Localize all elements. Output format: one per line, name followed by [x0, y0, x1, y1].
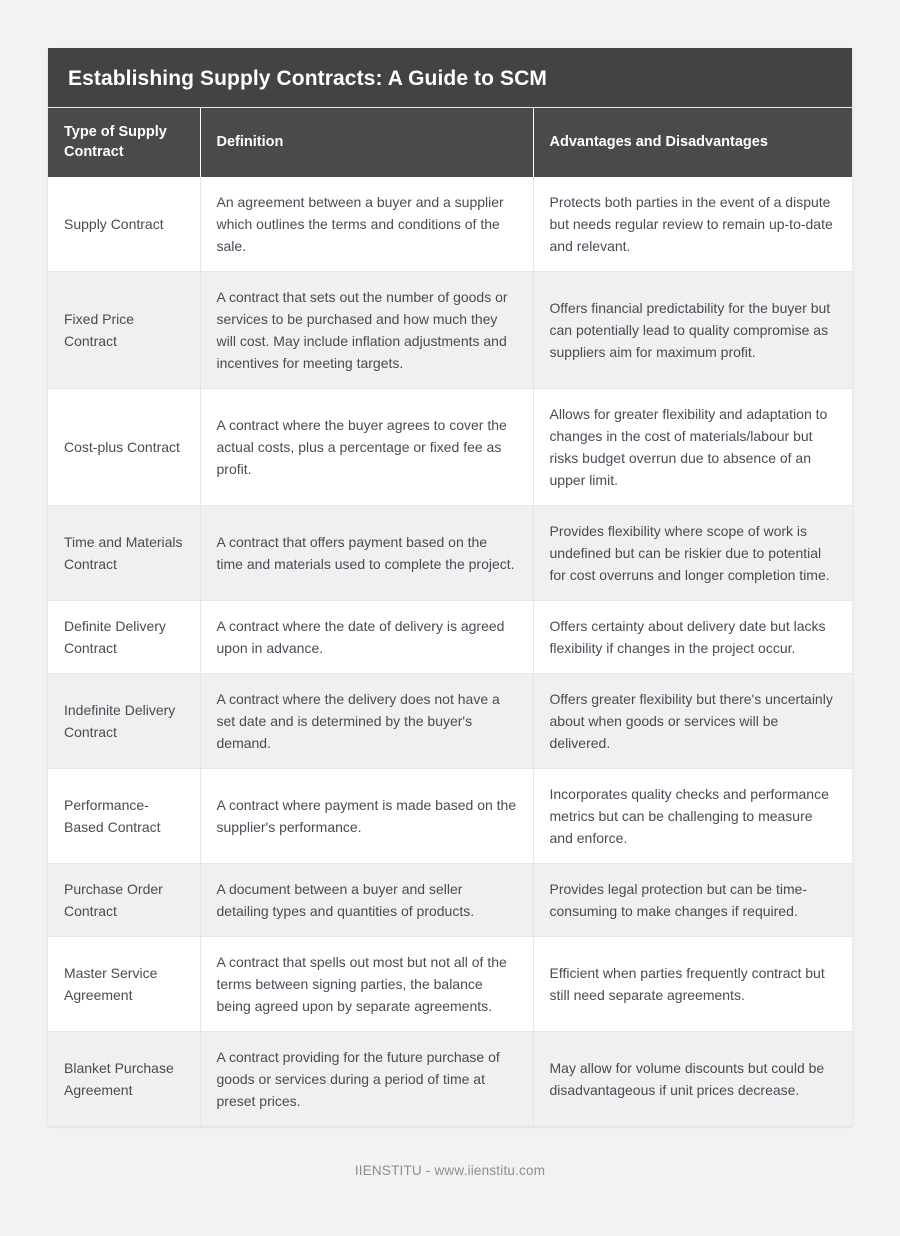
cell-advantages: Provides flexibility where scope of work is undefined but can be riskier due to potential for cost overruns and longer completion time.: [533, 506, 852, 601]
cell-definition: A contract where the date of delivery is agreed upon in advance.: [200, 601, 533, 674]
cell-contract-type: Definite Delivery Contract: [48, 601, 200, 674]
cell-advantages: Offers financial predictability for the buyer but can potentially lead to quality compromise as suppliers aim for maximum profit.: [533, 272, 852, 389]
table-row: [48, 506, 852, 601]
table-row: [48, 601, 852, 674]
cell-advantages: Offers certainty about delivery date but lacks flexibility if changes in the project occur.: [533, 601, 852, 674]
cell-definition: A contract that sets out the number of goods or services to be purchased and how much they will cost. May include inflation adjustments and incentives for meeting targets.: [200, 272, 533, 389]
cell-advantages: Incorporates quality checks and performance metrics but can be challenging to measure and enforce.: [533, 769, 852, 864]
cell-definition: A contract that offers payment based on the time and materials used to complete the project.: [200, 506, 533, 601]
cell-contract-type: Time and Materials Contract: [48, 506, 200, 601]
cell-contract-type: Master Service Agreement: [48, 937, 200, 1032]
table-header-row: [48, 108, 852, 177]
cell-definition: A document between a buyer and seller detailing types and quantities of products.: [200, 864, 533, 937]
table-row: [48, 1032, 852, 1127]
table-row: [48, 674, 852, 769]
supply-contracts-table: [48, 108, 852, 1126]
cell-definition: A contract where the buyer agrees to cover the actual costs, plus a percentage or fixed fee as profit.: [200, 389, 533, 506]
cell-contract-type: Cost-plus Contract: [48, 389, 200, 506]
cell-advantages: May allow for volume discounts but could be disadvantageous if unit prices decrease.: [533, 1032, 852, 1127]
table-header: [48, 108, 852, 177]
cell-contract-type: Performance-Based Contract: [48, 769, 200, 864]
page-title: Establishing Supply Contracts: A Guide to SCM: [48, 48, 852, 108]
cell-definition: An agreement between a buyer and a supplier which outlines the terms and conditions of the sale.: [200, 177, 533, 272]
table-row: [48, 177, 852, 272]
table-row: [48, 937, 852, 1032]
cell-contract-type: Supply Contract: [48, 177, 200, 272]
table-row: [48, 389, 852, 506]
cell-advantages: Protects both parties in the event of a dispute but needs regular review to remain up-to-date and relevant.: [533, 177, 852, 272]
table-row: [48, 272, 852, 389]
table-row: [48, 864, 852, 937]
cell-advantages: Efficient when parties frequently contract but still need separate agreements.: [533, 937, 852, 1032]
contract-table-card: [48, 48, 852, 1126]
cell-definition: A contract where the delivery does not have a set date and is determined by the buyer's demand.: [200, 674, 533, 769]
cell-definition: A contract providing for the future purchase of goods or services during a period of time at preset prices.: [200, 1032, 533, 1127]
cell-definition: A contract where payment is made based on the supplier's performance.: [200, 769, 533, 864]
column-header-advantages: Advantages and Disadvantages: [533, 108, 852, 177]
cell-contract-type: Purchase Order Contract: [48, 864, 200, 937]
table-row: [48, 769, 852, 864]
column-header-definition: Definition: [200, 108, 533, 177]
cell-advantages: Offers greater flexibility but there's uncertainly about when goods or services will be delivered.: [533, 674, 852, 769]
cell-contract-type: Indefinite Delivery Contract: [48, 674, 200, 769]
cell-advantages: Allows for greater flexibility and adaptation to changes in the cost of materials/labour but risks budget overrun due to absence of an upper limit.: [533, 389, 852, 506]
footer-attribution: IIENSTITU - www.iienstitu.com: [354, 1163, 546, 1178]
table-body: [48, 177, 852, 1126]
cell-contract-type: Blanket Purchase Agreement: [48, 1032, 200, 1127]
cell-contract-type: Fixed Price Contract: [48, 272, 200, 389]
column-header-type: Type of Supply Contract: [48, 108, 200, 177]
cell-definition: A contract that spells out most but not all of the terms between signing parties, the balance being agreed upon by separate agreements.: [200, 937, 533, 1032]
cell-advantages: Provides legal protection but can be time-consuming to make changes if required.: [533, 864, 852, 937]
